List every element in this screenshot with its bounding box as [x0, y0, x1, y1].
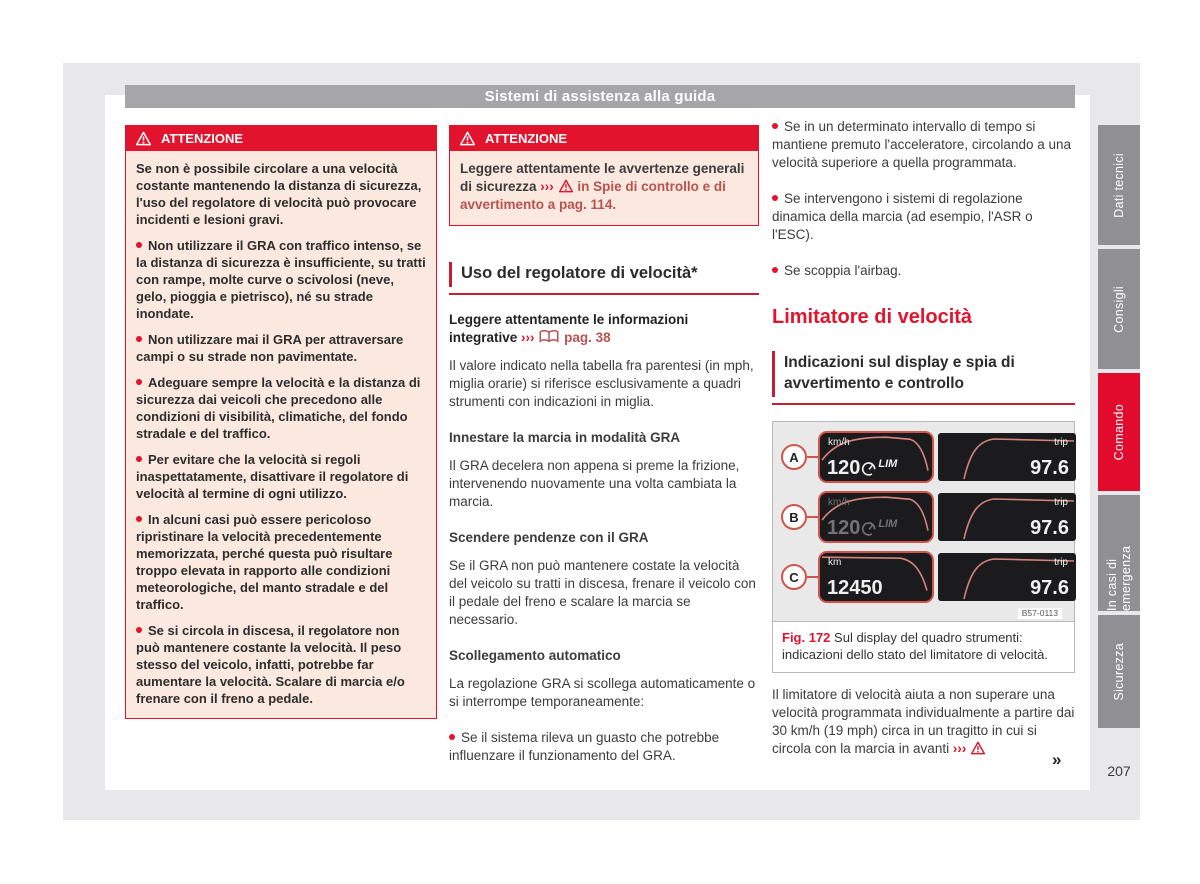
bullet-paragraph: Se in un determinato intervallo di tempo si mantiene premuto l'acceleratore, circolando a una velocità superiore a quella programmata. — [772, 119, 1071, 170]
odometer-value: 12450 — [827, 577, 883, 599]
warning-body — [125, 151, 437, 719]
side-tab-dati-tecnici: Dati tecnici — [1098, 125, 1140, 245]
lim-label: LIM — [878, 518, 898, 530]
warning-body — [449, 151, 759, 226]
figure-number: Fig. 172 — [782, 630, 831, 645]
warning-header — [125, 125, 437, 151]
unit-label: km/h — [828, 497, 850, 508]
figure-caption — [773, 621, 1074, 672]
callout-connector — [807, 576, 818, 578]
paragraph: Se il GRA non può mantenere costate la velocità del veicolo su tratti in discesa, frenare il veicolo con il pedale del freno e scalare la marcia se necessario. — [449, 558, 756, 627]
warning-box-middle — [449, 125, 759, 226]
warning-box-left — [125, 125, 437, 719]
figure-image — [773, 422, 1074, 621]
trip-value: 97.6 — [1030, 457, 1069, 479]
bullet-dot — [772, 123, 778, 129]
warning-bullet: Non utilizzare mai il GRA per attraversare campi o su strade non pavimentate. — [136, 332, 404, 364]
display-odometer-segment — [818, 551, 934, 603]
display-row-c — [781, 551, 1069, 603]
callout-letter: B — [781, 504, 807, 530]
side-tab-sicurezza: Sicurezza — [1098, 615, 1140, 728]
column-left — [125, 125, 437, 719]
read-more-line: Leggere attentamente le informazioni integrative ››› pag. 38 — [449, 312, 689, 345]
lim-gauge-icon — [861, 520, 878, 537]
warning-triangle-icon — [459, 131, 476, 146]
bullet-paragraph: Se scoppia l'airbag. — [772, 262, 1075, 280]
section-heading: Indicazioni sul display e spia di avvertimento e controllo — [772, 351, 1075, 405]
display-trip-segment — [938, 433, 1076, 481]
display-speed-segment-dimmed — [818, 491, 934, 543]
warning-title: ATTENZIONE — [161, 130, 244, 146]
warning-triangle-icon — [558, 179, 574, 193]
reference-arrows: ››› — [521, 330, 535, 345]
paragraph: Il limitatore di velocità aiuta a non superare una velocità programmata individualmente a partire dai 30 km/h (19 mph) circa in un tragitto in cui si circola con la marcia in avanti ››› — [772, 687, 1075, 756]
continuation-mark: » — [1052, 750, 1062, 769]
paragraph: Il valore indicato nella tabella fra parentesi (in mph, miglia orarie) si riferisce esclusivamente a quadri strumenti con indicazioni in miglia. — [449, 358, 754, 409]
bullet-paragraph: Se il sistema rileva un guasto che potrebbe influenzare il funzionamento del GRA. — [449, 730, 720, 763]
paragraph: Il GRA decelera non appena si preme la frizione, intervenendo nuovamente una volta cambiata la marcia. — [449, 458, 740, 509]
lim-label: LIM — [878, 458, 898, 470]
unit-label: km — [828, 557, 842, 568]
page-number: 207 — [1107, 763, 1131, 779]
bullet-dot — [449, 734, 455, 740]
column-right — [772, 118, 1075, 776]
bullet-dot — [136, 516, 142, 522]
lim-gauge-icon — [861, 460, 878, 477]
figure-172 — [772, 421, 1075, 673]
bullet-dot — [136, 242, 142, 248]
figure-caption-text: Sul display del quadro strumenti: indicazioni dello stato del limitatore di velocità. — [782, 630, 1048, 662]
trip-value: 97.6 — [1030, 517, 1069, 539]
warning-bullet: Adeguare sempre la velocità e la distanza di sicurezza dai veicoli che precedono alle condizioni di visibilità, climatiche, del fondo stradale e del traffico. — [136, 375, 421, 441]
reference-arrows: ››› — [540, 179, 554, 194]
callout-letter: C — [781, 564, 807, 590]
display-row-a — [781, 431, 1069, 483]
sub-heading: Innestare la marcia in modalità GRA — [449, 430, 681, 445]
trip-label: trip — [1054, 557, 1068, 568]
warning-bullet: Per evitare che la velocità si regoli inaspettatamente, disattivare il regolatore di velocità al termine di ogni utilizzo. — [136, 452, 409, 501]
warning-intro: Se non è possibile circolare a una velocità costante mantenendo la distanza di sicurezza, l'uso del regolatore di velocità può provocare incidenti e lesioni gravi. — [136, 161, 422, 227]
warning-bullet: Se si circola in discesa, il regolatore non può mantenere costante la velocità. Il peso stesso del veicolo, infatti, potrebbe far aumentare la velocità. Scalare di marcia e/o frenare con il freno a pedale. — [136, 623, 405, 706]
display-trip-segment — [938, 493, 1076, 541]
side-tab-in-casi-di-emergenza: In casi di emergenza — [1098, 495, 1140, 611]
speed-value: 120 — [827, 457, 861, 479]
speed-value: 120 — [827, 517, 861, 539]
bullet-dot — [136, 379, 142, 385]
reference-arrows: ››› — [952, 741, 967, 756]
bullet-dot — [136, 456, 142, 462]
warning-bullet: Non utilizzare il GRA con traffico intenso, se la distanza di sicurezza è insufficiente, su tratti con rampe, molte curve o scivolosi (neve, gelo, pioggia e pietrisco), né su strade inondate. — [136, 238, 426, 321]
sub-heading: Scollegamento automatico — [449, 648, 621, 663]
bullet-dot — [136, 627, 142, 633]
chapter-title: Limitatore di velocità — [772, 306, 973, 328]
sub-heading: Scendere pendenze con il GRA — [449, 530, 649, 545]
figure-reference-code: B57-0113 — [1018, 608, 1062, 619]
warning-cross-reference: Leggere attentamente le avvertenze generali di sicurezza ››› in Spie di controllo e di avvertimento a pag. 114. — [460, 161, 745, 212]
display-speed-segment — [818, 431, 934, 483]
reference-text: pag. 38 — [564, 330, 611, 345]
side-tab-consigli: Consigli — [1098, 249, 1140, 369]
warning-triangle-icon — [970, 741, 986, 755]
trip-label: trip — [1054, 497, 1068, 508]
warning-header — [449, 125, 759, 151]
callout-letter: A — [781, 444, 807, 470]
reference-text: in Spie di controllo e di avvertimento a pag. 114. — [460, 179, 726, 212]
trip-value: 97.6 — [1030, 577, 1069, 599]
trip-label: trip — [1054, 437, 1068, 448]
warning-bullet: In alcuni casi può essere pericoloso ripristinare la velocità precedentemente memorizzata, perché questa può risultare troppo elevata in rapporto alle condizioni meteorologiche, del manto stradale e del traffico. — [136, 512, 393, 612]
bullet-dot — [772, 195, 778, 201]
section-heading: Uso del regolatore di velocità* — [449, 262, 759, 295]
column-middle — [449, 125, 759, 783]
warning-title: ATTENZIONE — [485, 130, 568, 146]
bullet-dot — [136, 336, 142, 342]
chapter-header: Sistemi di assistenza alla guida — [125, 85, 1075, 108]
unit-label: km/h — [828, 437, 850, 448]
book-icon — [538, 329, 560, 344]
display-trip-segment — [938, 553, 1076, 601]
warning-triangle-icon — [135, 131, 152, 146]
bullet-paragraph: Se intervengono i sistemi di regolazione dinamica della marcia (ad esempio, l'ASR o l'ESC). — [772, 191, 1033, 242]
display-row-b — [781, 491, 1069, 543]
paragraph: La regolazione GRA si scollega automaticamente o si interrompe temporaneamente: — [449, 676, 756, 709]
side-tab-comando-active: Comando — [1098, 373, 1140, 491]
callout-connector — [807, 456, 818, 458]
heading-accent-bar — [449, 262, 452, 287]
bullet-dot — [772, 267, 778, 273]
heading-accent-bar — [772, 351, 775, 397]
callout-connector — [807, 516, 818, 518]
